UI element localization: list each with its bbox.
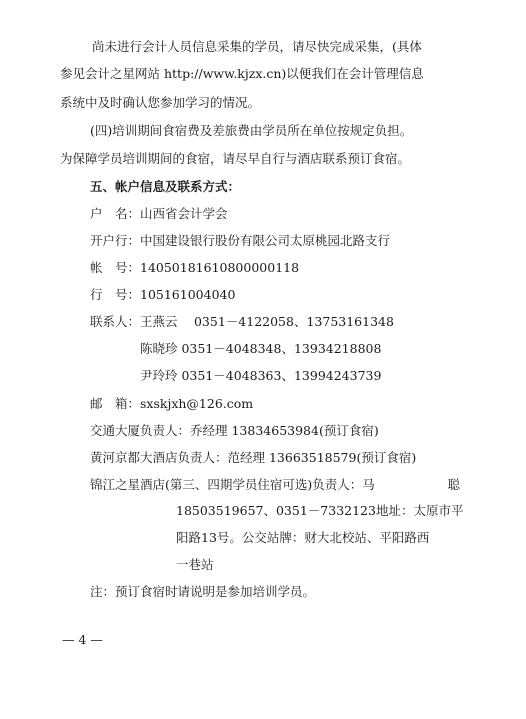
account-name: 户 名：山西省会计学会 bbox=[90, 206, 228, 221]
para1-line3: 系统中及时确认您参加学习的情况。 bbox=[60, 95, 261, 110]
contact-line-2: 陈晓珍 0351－4048348、13934218808 bbox=[140, 341, 382, 356]
email-line: 邮 箱：sxskjxh@126.com bbox=[90, 396, 254, 411]
hotel-3-phones: 18503519657、0351－7332123 bbox=[176, 503, 376, 518]
note-line: 注：预订食宿时请说明是参加培训学员。 bbox=[90, 584, 316, 599]
contact-line-1: 联系人：王燕云 0351－4122058、13753161348 bbox=[90, 314, 394, 329]
page-number: — 4 — bbox=[62, 632, 103, 647]
hotel-3-suffix: 聪 bbox=[447, 477, 460, 492]
contact-line-3: 尹玲玲 0351－4048363、13994243739 bbox=[140, 368, 382, 383]
para1-line1: 尚未进行会计人员信息采集的学员，请尽快完成采集，(具体 bbox=[92, 39, 422, 54]
hotel-3-prefix: 锦江之星酒店(第三、四期学员住宿可选)负责人：马 bbox=[90, 477, 375, 492]
hotel-line-4 bbox=[176, 503, 463, 519]
account-bank: 开户行：中国建设银行股份有限公司太原桃园北路支行 bbox=[90, 233, 391, 248]
account-number: 帐 号：14050181610800000118 bbox=[90, 260, 300, 275]
hotel-3-address-start: 地址：太原市平 bbox=[375, 503, 464, 518]
para2-line2: 为保障学员培训期间的食宿，请尽早自行与酒店联系预订食宿。 bbox=[60, 151, 411, 166]
hotel-line-1: 交通大厦负责人：乔经理 13834653984(预订食宿) bbox=[90, 423, 379, 438]
hotel-line-5: 阳路13号。公交站牌：财大北校站、平阳路西 bbox=[176, 530, 430, 545]
section-title: 五、帐户信息及联系方式： bbox=[90, 179, 241, 194]
hotel-line-2: 黄河京都大酒店负责人：范经理 13663518579(预订食宿) bbox=[90, 450, 417, 465]
hotel-line-6: 一巷站 bbox=[176, 557, 214, 572]
para2-line1: (四)培训期间食宿费及差旅费由学员所在单位按规定负担。 bbox=[90, 123, 413, 138]
account-bank-code: 行 号：105161004040 bbox=[90, 287, 236, 302]
para1-line2: 参见会计之星网站 http://www.kjzx.cn)以便我们在会计管理信息 bbox=[60, 66, 424, 81]
hotel-line-3 bbox=[90, 477, 460, 493]
